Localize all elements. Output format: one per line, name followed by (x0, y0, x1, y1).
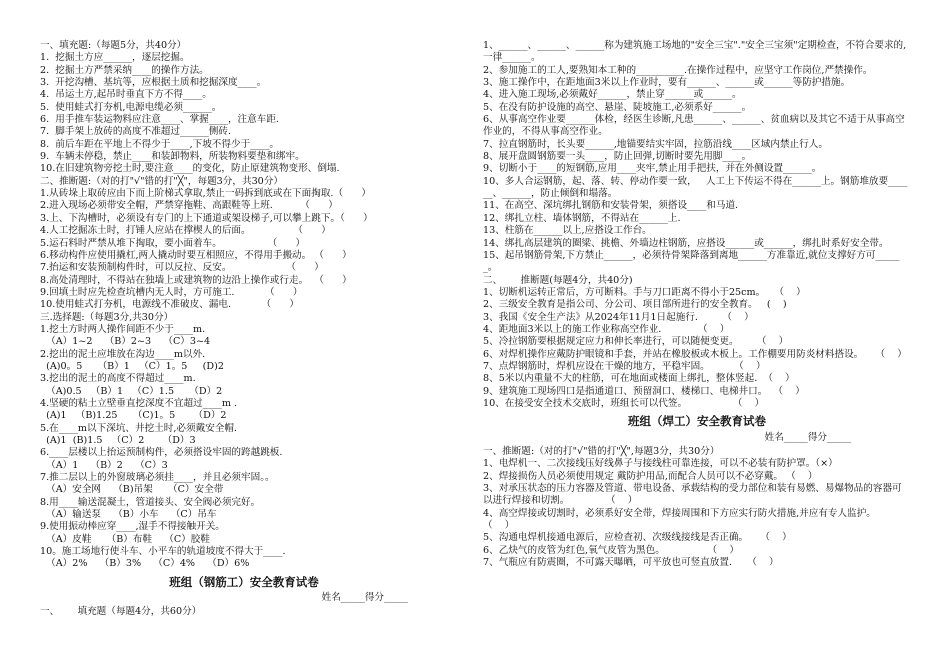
question-line: 11、在高空、深坑绑扎钢筋和安装骨架，须搭设____和马道. (483, 200, 739, 212)
question-line: 10。施工场地行使斗车、小平车的轨道坡度不得大于____. (40, 546, 286, 558)
question-line: 8.高处清理时，不得站在独墙上或建筑物的边沿上操作或行走。 （ ） (40, 274, 352, 286)
question-line: 6、从事高空作业要______体检，经医生诊断,凡患______、______、贫血病以及其它不适于从事高空作业的，不得从事高空作业。 (483, 114, 905, 138)
question-line: （A）2% （B）3% （C）4% （D）6% (40, 558, 250, 570)
left-section-start (40, 606, 448, 618)
question-line: 一、 填充题（每题4分，共60分） (40, 606, 202, 618)
question-line: 二、推断题:（对的打"√"错的打"╳"，每题3分，共30分） (40, 175, 283, 187)
question-line: 4.人工挖掘冻土时，打锤人应站在撑楔人的后面。 （ ） (40, 225, 331, 237)
welder-question-block (483, 446, 911, 569)
question-line: 4.坚硬的粘土立壁垂直挖深度不宜超过____m . (40, 397, 238, 409)
right-column (483, 40, 911, 569)
question-line: 5、冷拉钢筋要根据规定应力和伸长率进行，可以随便变更。 （ ） (483, 336, 789, 348)
question-line: 三.选择题:（每题3分,共30分） (40, 311, 174, 323)
question-line: 9、切断小于____的短钢筋,应用____夹牢,禁止用手把扶，并在外侧设置______。 (483, 163, 822, 175)
question-line: 5.运石料时严禁从堆下掏取，要小面着车。 （ ） (40, 237, 306, 249)
question-line: 13、柱筋在______以上,应搭设工作台。 (483, 225, 652, 237)
question-line: 6、对焊机操作应戴防护眼镜和手套，并站在橡胶板或木板上。工作棚要用防炎材料搭设。 （ ） (483, 348, 907, 360)
question-line: 8.用____输送混凝土，管道接头、安全阀必须完好。 (40, 496, 261, 508)
question-line: （A）皮鞋 （B）布鞋 （C）胶鞋 (40, 533, 210, 545)
question-line: 二、 推断题(每题4分，共40分) (483, 274, 633, 286)
question-line: 12、绑扎立柱、墙体钢筋，不得站在______上. (483, 212, 681, 224)
question-line: 2、参加施工的工人,要熟知本工种的__________.在操作过程中，应坚守工作岗位,严禁操作。 (483, 64, 873, 76)
question-line: 9、建筑施工现场四口是指通道口、预留洞口、楼梯口、电梯井口。 （ ） (483, 385, 805, 397)
question-line: （A）1 （B）2 （C）3 (40, 459, 168, 471)
question-line: 7. 脚手架上放砖的高度不准超过______侧砖. (40, 126, 231, 138)
question-line: 3.上、下沟槽时，必须设有专门的上下通道或架设梯子,可以攀上跳下。（ ） (40, 212, 373, 224)
question-line: 9.使用振动棒应穿____,湿手不得接触开关。 (40, 521, 225, 533)
left-column (40, 40, 448, 619)
question-line: 15、起吊钢筋骨架,下方禁止______，必须待骨架降落到离地______方准靠近,就位支撑好方可______。 (483, 249, 900, 274)
question-line: 10、在接受安全技术交底时，班组长可以代签。 （ ） (483, 397, 765, 409)
question-line: 2、焊接损伤人员必须使用规定 戴防护用品,而配合人员可以不必穿戴。 （ ） (483, 470, 818, 482)
question-line: 6.____层楼以上抬运预制构件，必须搭设牢固的跨越跳板. (40, 447, 283, 459)
question-line: 7、拉直钢筋时，长头要______,地锚要结实牢固，拉筋沿线____区域内禁止行人。 (483, 138, 828, 150)
right-question-block (483, 40, 911, 410)
question-line: 5. 使用蛙式打夯机,电源电缆必须______。 (40, 101, 222, 113)
question-line: 2、三级安全教育是指公司、分公司、项目部所进行的安全教育。 ( ) (483, 299, 787, 311)
question-line: 5、在没有防护设施的高空、悬崖、陡坡施工,必须系好______。 (483, 101, 752, 113)
question-line: 3、施工操作中，在距地面3米以上作业时，要有______、______或______等防护措施。 (483, 77, 851, 89)
name-score-line: 姓名_____得分_____ (764, 431, 851, 443)
left-question-block (40, 40, 448, 571)
question-line: 1. 挖掘土方应______，逐层挖掘。 (40, 52, 190, 64)
question-line: 7、点焊钢筋时，焊机应设在干燥的地方，平稳牢固。 （ ） (483, 360, 766, 372)
question-line: （A）1~2 （B）2~3 （C）3~4 (40, 336, 211, 348)
question-line: 4、进入施工现场,必须戴好______，禁止穿______或______。 (483, 89, 742, 101)
name-score-line: 姓名_____得分_____ (321, 592, 408, 604)
question-line: （A)0.5 （B）1 （C）1.5 （D）2 (40, 385, 223, 397)
question-line: 10.使用蛙式打夯机，电源线不准破皮、漏电. （ ） (40, 299, 299, 311)
question-line: 2. 挖掘土方严禁采纳____的操作方法。 (40, 64, 209, 76)
question-line: 3、对承压状态的压力容器及管道、带电设备、承载结构的受力部位和装有易燃、易爆物品的容器可以进行焊接和切割。 （ ） (483, 483, 902, 507)
question-line: 3、我国《安全生产法》从2024年11月1日起施行. （ ） (483, 311, 754, 323)
question-line: 4. 吊运土方,起吊时垂直下方不得____。 (40, 89, 212, 101)
question-line: 6. 用手推车装运物料应注意____、掌握____，注意车距. (40, 114, 279, 126)
question-line: 一、推断题:（对的打"√"错的打"╳",每题3分，共30分） (483, 446, 720, 457)
question-line: 2.进入现场必须带安全帽，严禁穿拖鞋、高跟鞋等上班. （ ） (40, 200, 338, 212)
question-line: 6.移动构件应使用撬杠,两人撬动时要互相照应，不得用手搬动。 （ ） (40, 249, 352, 261)
question-line: 5.在____m以下深坑、井挖土时,必须戴安全帽. (40, 422, 238, 434)
question-line: 14、绑扎高层建筑的圈梁、挑檐、外墙边柱钢筋，应搭设______或______，绑扎时系好安全带。 (483, 237, 889, 249)
question-line: (A)1 (B)1.5 （C）2 （D）3 (40, 435, 196, 446)
question-line: 3. 开挖沟槽、基坑等，应根据土质和挖掘深度____。 (40, 77, 267, 89)
question-line: 3.挖出的泥土的高度不得超过____m. (40, 373, 196, 385)
question-line: 1.从砖垛上取砖应由下而上阶梯式拿取,禁止一码拆到底或在下面掏取.（ ） (40, 188, 371, 200)
question-line: 1、电焊机一、二次接线压好线鼻子与接线柱可靠连接，可以不必装有防护罩。（×） (483, 458, 838, 470)
question-line: （A）安全网 （B)吊架 （C）安全带 (40, 484, 224, 496)
question-line: 10.在旧建筑物旁挖土时,要注意____的变化，防止原建筑物变形、倒塌. (40, 163, 340, 175)
question-line: 5、沟通电焊机接通电源后，应检查初、次级线接线是否正确。 （ ） (483, 532, 792, 544)
question-line: 1、切断机运转正常后，方可断料。手与刀口距离不得小于25cm。 （ ） (483, 286, 806, 298)
question-line: 2.挖出的泥土应堆放在沟边____m以外. (40, 348, 206, 360)
question-line: 7.推二层以上的外窗玻璃必须挂____，并且必须牢固。。 (40, 472, 275, 484)
question-line: 4、高空焊接或切割时，必须系好安全带，焊接周围和下方应实行防火措施,并应有专人监护。 （ ） (483, 507, 907, 532)
question-line: 1.挖土方时两人操作间距不少于____m. (40, 323, 206, 335)
question-line: 9.回填土时应先检查坑槽内无人时，方可施工. （ ） (40, 286, 303, 298)
question-line: 4、距地面3米以上的施工作业称高空作业. （ ） (483, 323, 730, 335)
question-line: 6、乙炔气的皮管为红色,氧气皮管为黑色。 （ ） (483, 544, 739, 556)
question-line: 7.抬运和安装预制构件时，可以反拉、反安。 （ ） (40, 262, 324, 274)
question-line: (A)1 （B)1.25 （C)1。5 （D）2 (40, 410, 227, 422)
question-line: （A）输送泵 （B）小车 （C）吊车 (40, 509, 217, 521)
question-line: 9. 车辆未停稳，禁止____和装卸物料，所装物料要垫和绑牢。 (40, 151, 305, 163)
question-line: 一、填充题:（每题5分，共40分） (40, 40, 187, 51)
question-line: 10、多人合运钢筋，起、落、转、停动作要一致， 人工上下传运不得在______上。钢筋堆放要______、______，防止倾倒和塌落。 (483, 175, 908, 200)
question-line: (A)0。5 （B）1 （C）1。5 (D)2 (40, 360, 224, 372)
question-line: 8. 前后车距在平地上不得少于____,下坡不得少于____。 (40, 138, 279, 150)
question-line: 8、5米以内重量不大的柱筋，可在地面或楼面上绑扎，整体竖起. （ ） (483, 373, 795, 385)
question-line: 8、展开盘圆钢筋要一头____，防止回弹,切断时要先用脚____。 (483, 151, 752, 163)
rebar-worker-exam-title: 班组（钢筋工）安全教育试卷 (169, 574, 319, 589)
question-line: 1、______、______、______称为建筑施工场地的"安全三宝"."安全三宝须"定期检查，不符合要求的,一律______。 (483, 40, 907, 64)
welder-exam-title: 班组（焊工）安全教育试卷 (628, 414, 766, 429)
question-line: 7、气瓶应有防震圈，不可露天曝晒，可平放也可竖直放置. （ ） (483, 557, 779, 569)
